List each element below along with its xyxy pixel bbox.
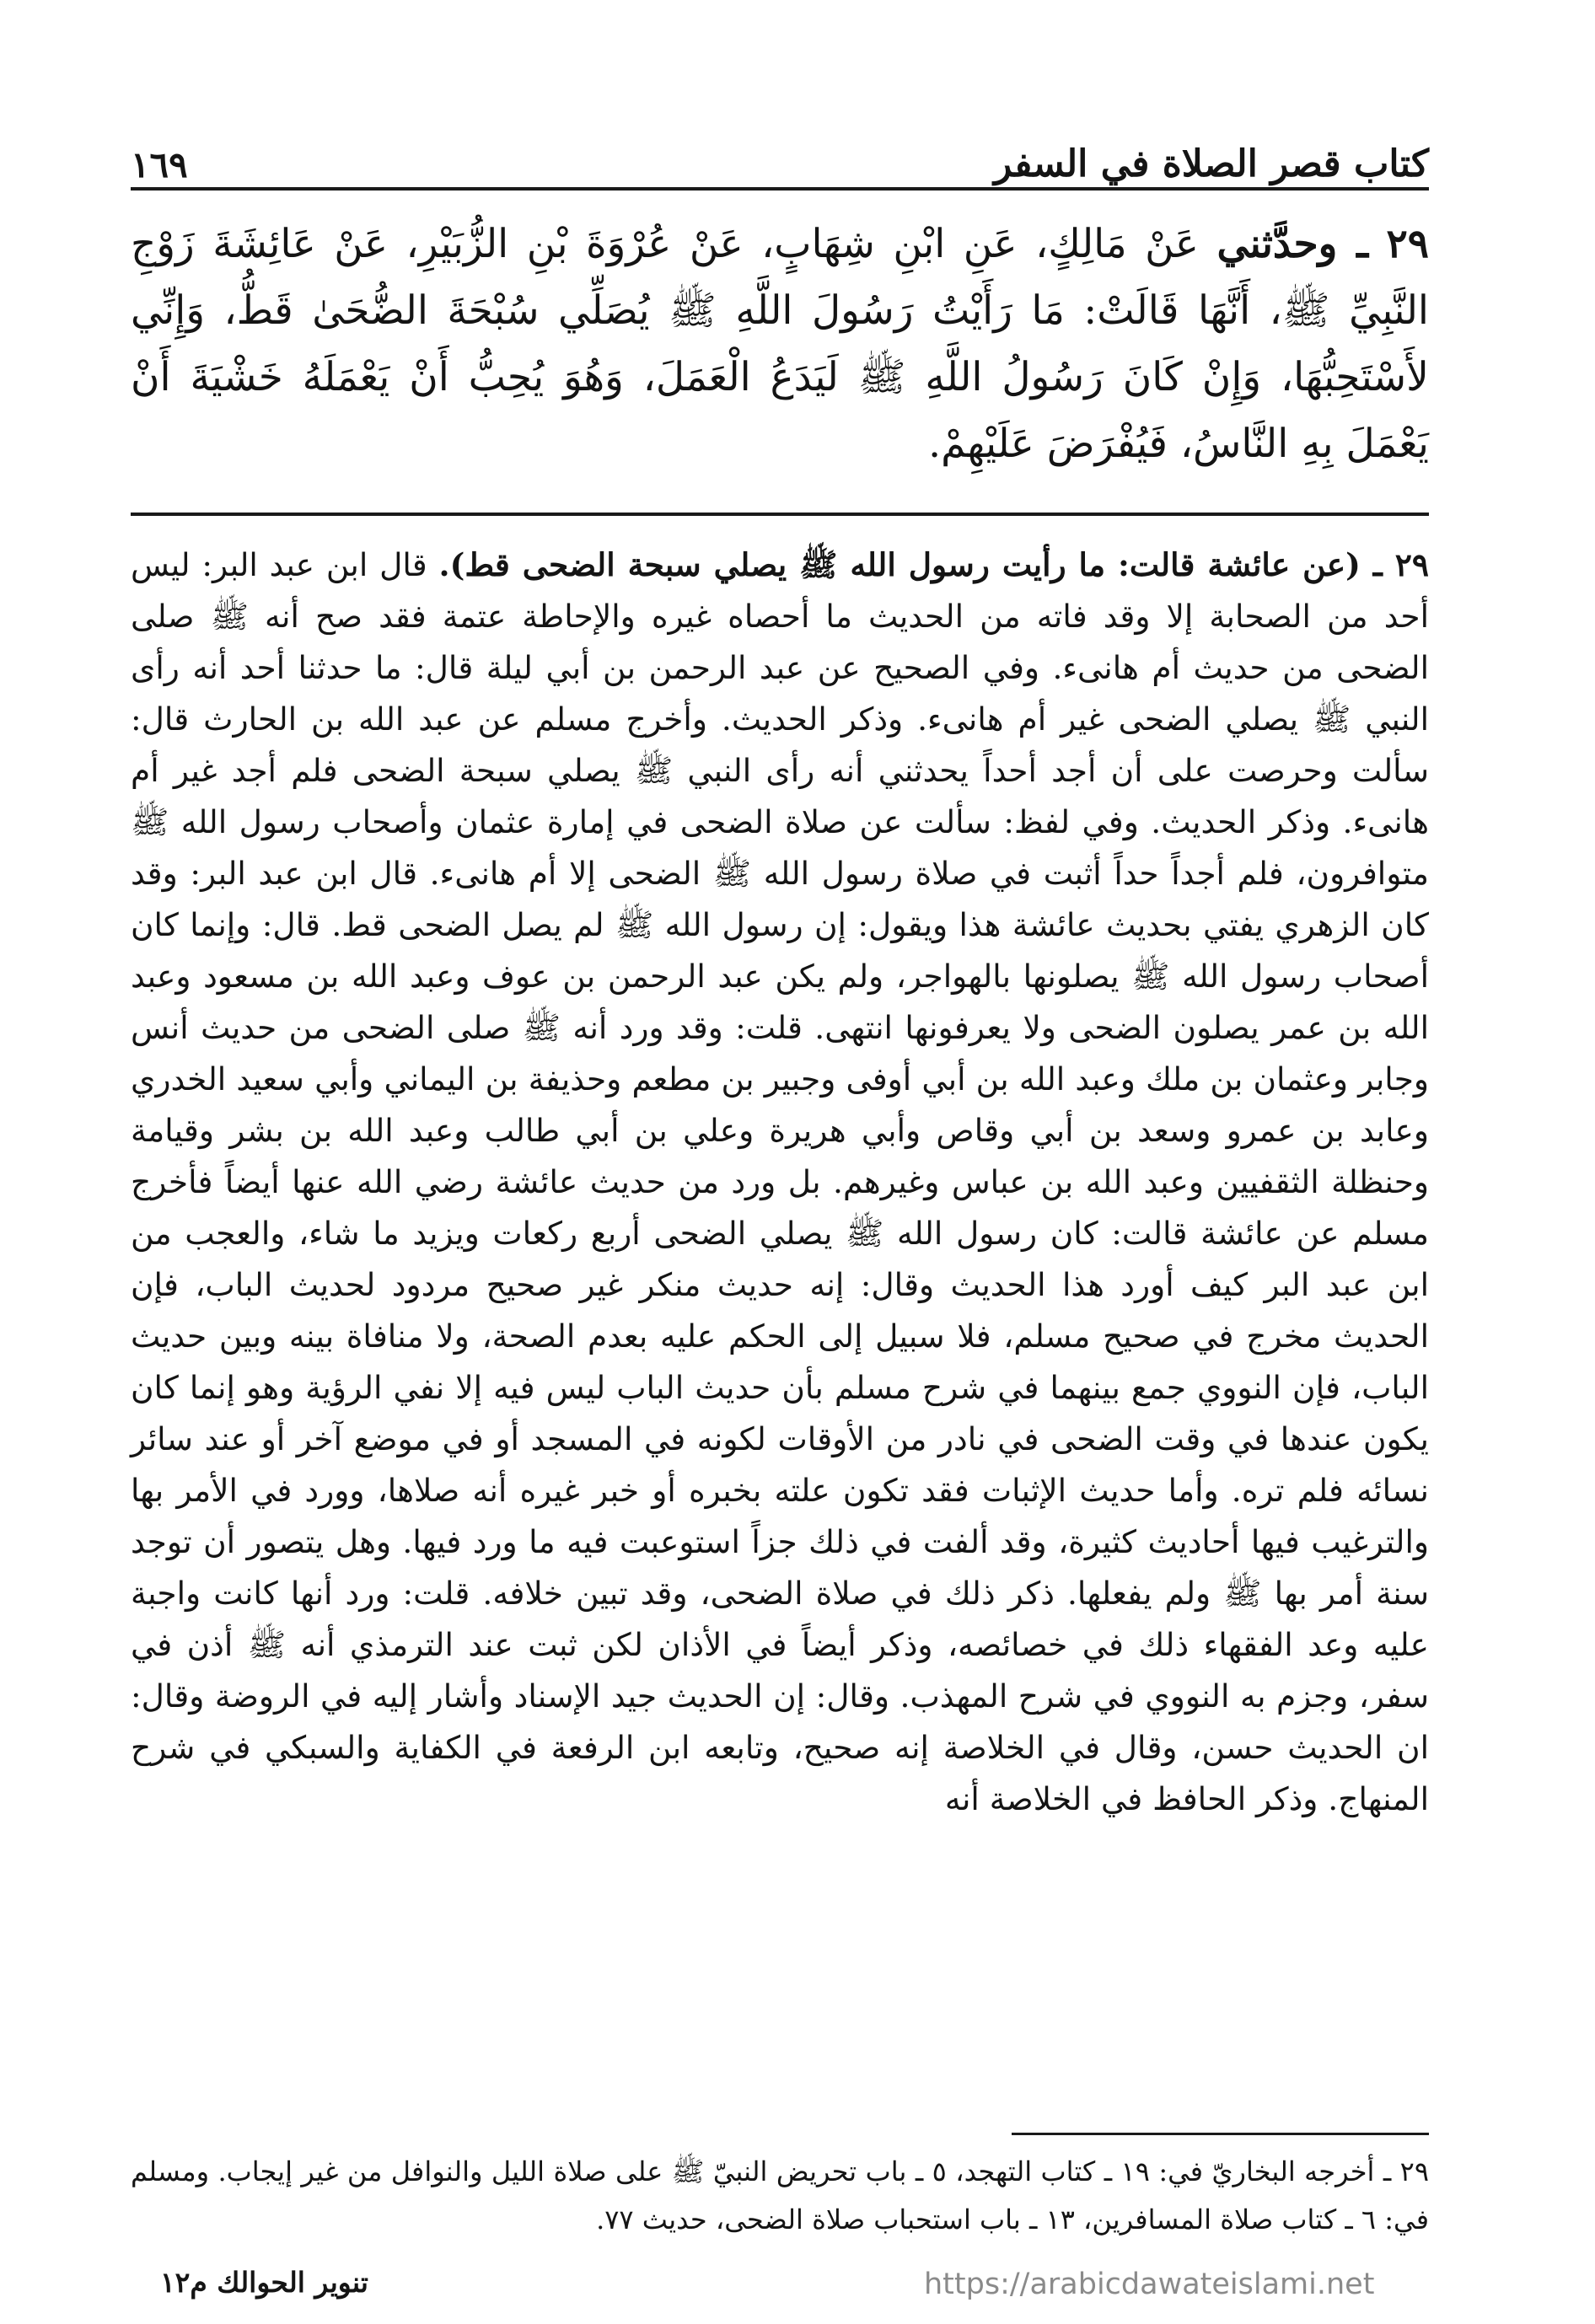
commentary — [131, 539, 1429, 1825]
hadith-lead: ـ وحدَّثني — [1216, 221, 1368, 267]
signature-mark: تنوير الحوالك م١٢ — [159, 2266, 368, 2299]
commentary-heading: ٢٩ ـ (عن عائشة قالت: ما رأيت رسول الله ﷺ يصلي سبحة الضحى قط). — [438, 546, 1430, 583]
running-title: كتاب قصر الصلاة في السفر — [993, 142, 1429, 185]
section-rule — [131, 513, 1429, 516]
footnote-line-2: ومسلم في: ٦ ـ كتاب صلاة المسافرين، ١٣ ـ باب استحباب صلاة الضحى، حديث ٧٧. — [131, 2155, 1429, 2235]
watermark-url: https://arabicdawateislami.net — [924, 2268, 1375, 2301]
commentary-body: قال ابن عبد البر: ليس أحد من الصحابة إلا وقد فاته من الحديث ما أحصاه غيره والإحاطة عتمة فقد صح أنه ﷺ صلى الضحى من حديث أم هانىء. وفي الصحيح عن عبد الرحمن بن أبي ليلة قال: ما حدثنا أحد أنه رأى النبي ﷺ يصلي الضحى غير أم هانىء. وذكر الحديث. وأخرج مسلم عن عبد الله بن الحارث قال: سألت وحرصت على أن أجد أحداً يحدثني أنه رأى النبي ﷺ يصلي سبحة الضحى فلم أجد غير أم هانىء. وذكر الحديث. وفي لفظ: سألت عن صلاة الضحى في إمارة عثمان وأصحاب رسول الله ﷺ متوافرون، فلم أجداً حداً أثبت في صلاة رسول الله ﷺ الضحى إلا أم هانىء. قال ابن عبد البر: وقد كان الزهري يفتي بحديث عائشة هذا ويقول: إن رسول الله ﷺ لم يصل الضحى قط. قال: وإنما كان أصحاب رسول الله ﷺ يصلونها بالهواجر، ولم يكن عبد الرحمن بن عوف وعبد الله بن مسعود وعبد الله بن عمر يصلون الضحى ولا يعرفونها انتهى. قلت: وقد ورد أنه ﷺ صلى الضحى من حديث أنس وجابر وعثمان بن ملك وعبد الله بن أبي أوفى وجبير بن مطعم وحذيفة بن اليماني وأبي سعيد الخدري وعابد بن عمرو وسعد بن أبي وقاص وأبي هريرة وعلي بن أبي طالب وعبد الله بن بشر وقيامة وحنظلة الثقفيين وعبد الله بن عباس وغيرهم. بل ورد من حديث عائشة رضي الله عنها أيضاً فأخرج مسلم عن عائشة قالت: كان رسول الله ﷺ يصلي الضحى أربع ركعات ويزيد ما شاء، والعجب من ابن عبد البر كيف أورد هذا الحديث وقال: إنه حديث منكر غير صحيح مردود لحديث الباب، فإن الحديث مخرج في صحيح مسلم، فلا سبيل إلى الحكم عليه بعدم الصحة، ولا منافاة بينه وبين حديث الباب، فإن النووي جمع بينهما في شرح مسلم بأن حديث الباب ليس فيه إلا نفي الرؤية وهو إنما كان يكون عندها في وقت الضحى في نادر من الأوقات لكونه في المسجد أو في موضع آخر أو عند سائر نسائه فلم تره. وأما حديث الإثبات فقد تكون علته بخبره أو خبر غيره أنه صلاها، وورد في الأمر بها والترغيب فيها أحاديث كثيرة، وقد ألفت في ذلك جزاً استوعبت فيه ما ورد فيها. وهل يتصور أن توجد سنة أمر بها ﷺ ولم يفعلها. ذكر ذلك في صلاة الضحى، وقد تبين خلافه. قلت: ورد أنها كانت واجبة عليه وعد الفقهاء ذلك في خصائصه، وذكر أيضاً في الأذان لكن ثبت عند الترمذي أنه ﷺ أذن في سفر، وجزم به النووي في شرح المهذب. وقال: إن الحديث جيد الإسناد وأشار إليه في الروضة وقال: ان الحديث حسن، وقال في الخلاصة إنه صحيح، وتابعه ابن الرفعة في الكفاية والسبكي في شرح المنهاج. وذكر الحافظ في الخلاصة أنه — [131, 546, 1429, 1817]
hadith-text — [131, 211, 1429, 477]
footnote-line-1: ٢٩ ـ أخرجه البخاريّ في: ١٩ ـ كتاب التهجد، ٥ ـ باب تحريض النبيّ ﷺ على صلاة الليل والنوافل من غير إيجاب. — [218, 2155, 1430, 2187]
footnote — [131, 2148, 1429, 2244]
header-rule — [131, 187, 1429, 191]
page-header — [131, 118, 1429, 185]
hadith-number: ٢٩ — [1386, 221, 1429, 267]
footnote-rule — [1012, 2133, 1429, 2135]
hadith-body: عَنْ مَالِكٍ، عَنِ ابْنِ شِهَابٍ، عَنْ عُرْوَةَ بْنِ الزُّبَيْرِ، عَنْ عَائِشَةَ زَوْجِ النَّبِيِّ ﷺ، أَنَّهَا قَالَتْ: مَا رَأَيْتُ رَسُولَ اللَّهِ ﷺ يُصَلِّي سُبْحَةَ الضُّحَىٰ قَطُّ، وَإِنِّي لأَسْتَحِبُّهَا، وَإِنْ كَانَ رَسُولُ اللَّهِ ﷺ لَيَدَعُ الْعَمَلَ، وَهُوَ يُحِبُّ أَنْ يَعْمَلَهُ خَشْيَةَ أَنْ يَعْمَلَ بِهِ النَّاسُ، فَيُفْرَضَ عَلَيْهِمْ. — [131, 221, 1429, 467]
page-number: ١٦٩ — [131, 144, 188, 185]
